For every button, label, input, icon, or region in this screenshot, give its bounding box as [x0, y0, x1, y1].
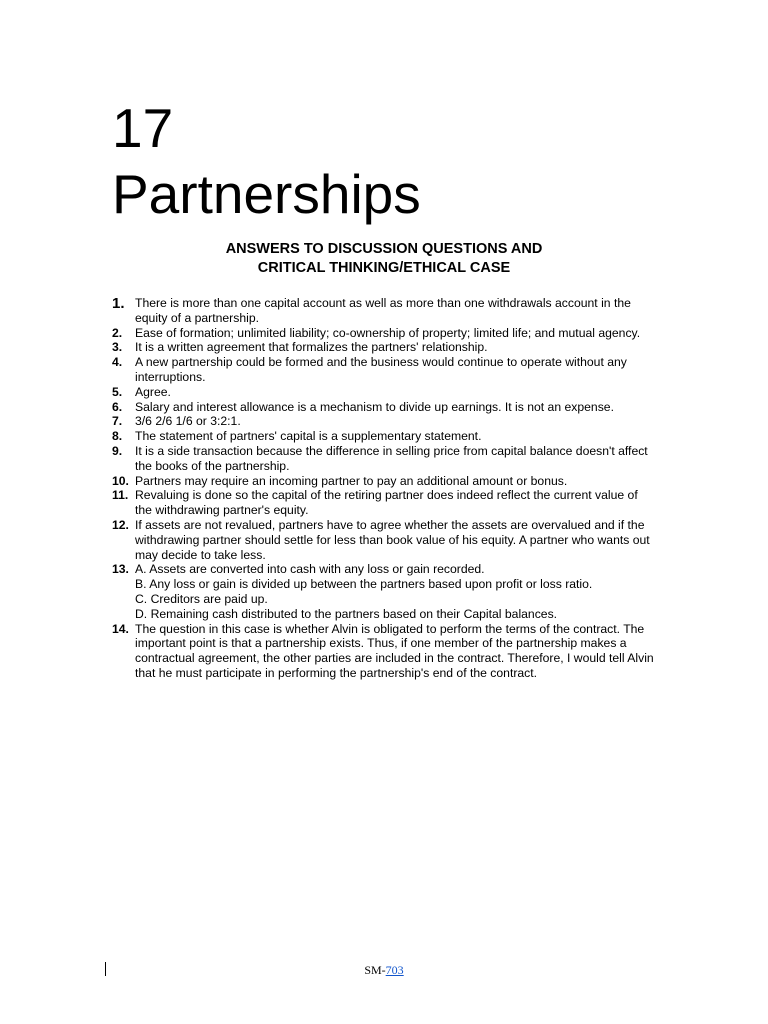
answer-line: A. Assets are converted into cash with any loss or gain recorded. [135, 562, 485, 577]
page-number-prefix: SM- [364, 963, 386, 977]
section-heading-line-1: ANSWERS TO DISCUSSION QUESTIONS AND [225, 241, 543, 257]
answer-text [135, 622, 657, 681]
answer-text [135, 429, 657, 444]
answer-text [135, 340, 657, 355]
answer-number: 6. [112, 399, 123, 414]
answer-number: 3. [112, 340, 123, 355]
answer-item-2 [112, 326, 657, 341]
answer-number: 1. [112, 295, 125, 312]
answer-text [135, 326, 657, 341]
answer-item-4 [112, 355, 657, 385]
answer-line: The statement of partners' capital is a supplementary statement. [135, 429, 482, 444]
answer-item-12 [112, 518, 657, 562]
answer-text [135, 355, 657, 385]
answer-number: 12. [112, 517, 129, 532]
answer-text [135, 518, 657, 562]
chapter-title: Partnerships [112, 163, 421, 225]
answer-line: It is a side transaction because the difference in selling price from capital balance doesn't affect the books of the partnership. [135, 443, 648, 473]
answer-text [135, 562, 657, 621]
answer-line: Salary and interest allowance is a mechanism to divide up earnings. It is not an expense. [135, 399, 614, 414]
chapter-number: 17 [112, 97, 174, 159]
answer-line: B. Any loss or gain is divided up between the partners based upon profit or loss ratio. [135, 577, 593, 592]
answer-item-5 [112, 385, 657, 400]
answers-list [112, 296, 657, 681]
answer-number: 2. [112, 325, 123, 340]
answer-line: If assets are not revalued, partners have to agree whether the assets are overvalued and if the withdrawing partner should settle for less than book value of his equity. A partner who wants out may decide to take less. [135, 517, 650, 562]
answer-item-10 [112, 474, 657, 489]
answer-line: C. Creditors are paid up. [135, 591, 268, 606]
answer-line: Revaluing is done so the capital of the retiring partner does indeed reflect the current value of the withdrawing partner's equity. [135, 488, 638, 518]
answer-item-6 [112, 400, 657, 415]
answer-text [135, 474, 657, 489]
answer-number: 10. [112, 473, 129, 488]
answer-line: The question in this case is whether Alvin is obligated to perform the terms of the contract. The important point is that a partnership exists. Thus, if one member of the partnership makes a contractual agreement, the other parties are included in the contract. Therefore, I would tell Alvin that he must participate in performing the partnership's end of the contract. [135, 621, 654, 680]
answer-item-9 [112, 444, 657, 474]
answer-item-3 [112, 340, 657, 355]
answer-line: There is more than one capital account as well as more than one withdrawals account in the equity of a partnership. [135, 296, 631, 325]
page-number-link[interactable]: 703 [385, 963, 404, 977]
answer-number: 5. [112, 384, 123, 399]
section-heading [0, 240, 768, 278]
page-footer [0, 963, 768, 977]
answer-text [135, 488, 657, 518]
answer-text [135, 414, 657, 429]
answer-line: A new partnership could be formed and the business would continue to operate without any interruptions. [135, 355, 627, 384]
answer-number: 4. [112, 355, 123, 370]
answer-line: It is a written agreement that formalizes the partners' relationship. [135, 340, 488, 355]
answer-number: 9. [112, 443, 123, 458]
answer-number: 13. [112, 562, 129, 577]
answer-line: D. Remaining cash distributed to the partners based on their Capital balances. [135, 606, 558, 621]
answer-item-1 [112, 296, 657, 326]
section-heading-line-2: CRITICAL THINKING/ETHICAL CASE [257, 260, 511, 276]
answer-item-11 [112, 488, 657, 518]
answer-line: Ease of formation; unlimited liability; co-ownership of property; limited life; and mutual agency. [135, 325, 641, 340]
answer-text [135, 385, 657, 400]
answer-text [135, 296, 657, 326]
answer-line: Partners may require an incoming partner to pay an additional amount or bonus. [135, 473, 568, 488]
answer-text [135, 400, 657, 415]
answer-item-13 [112, 562, 657, 621]
answer-item-7 [112, 414, 657, 429]
answer-item-14 [112, 622, 657, 681]
answer-line: 3/6 2/6 1/6 or 3:2:1. [135, 414, 241, 429]
answer-text [135, 444, 657, 474]
answer-number: 7. [112, 414, 123, 429]
answer-number: 8. [112, 429, 123, 444]
answer-number: 14. [112, 621, 129, 636]
answer-item-8 [112, 429, 657, 444]
answer-line: Agree. [135, 384, 171, 399]
answer-number: 11. [112, 488, 129, 503]
